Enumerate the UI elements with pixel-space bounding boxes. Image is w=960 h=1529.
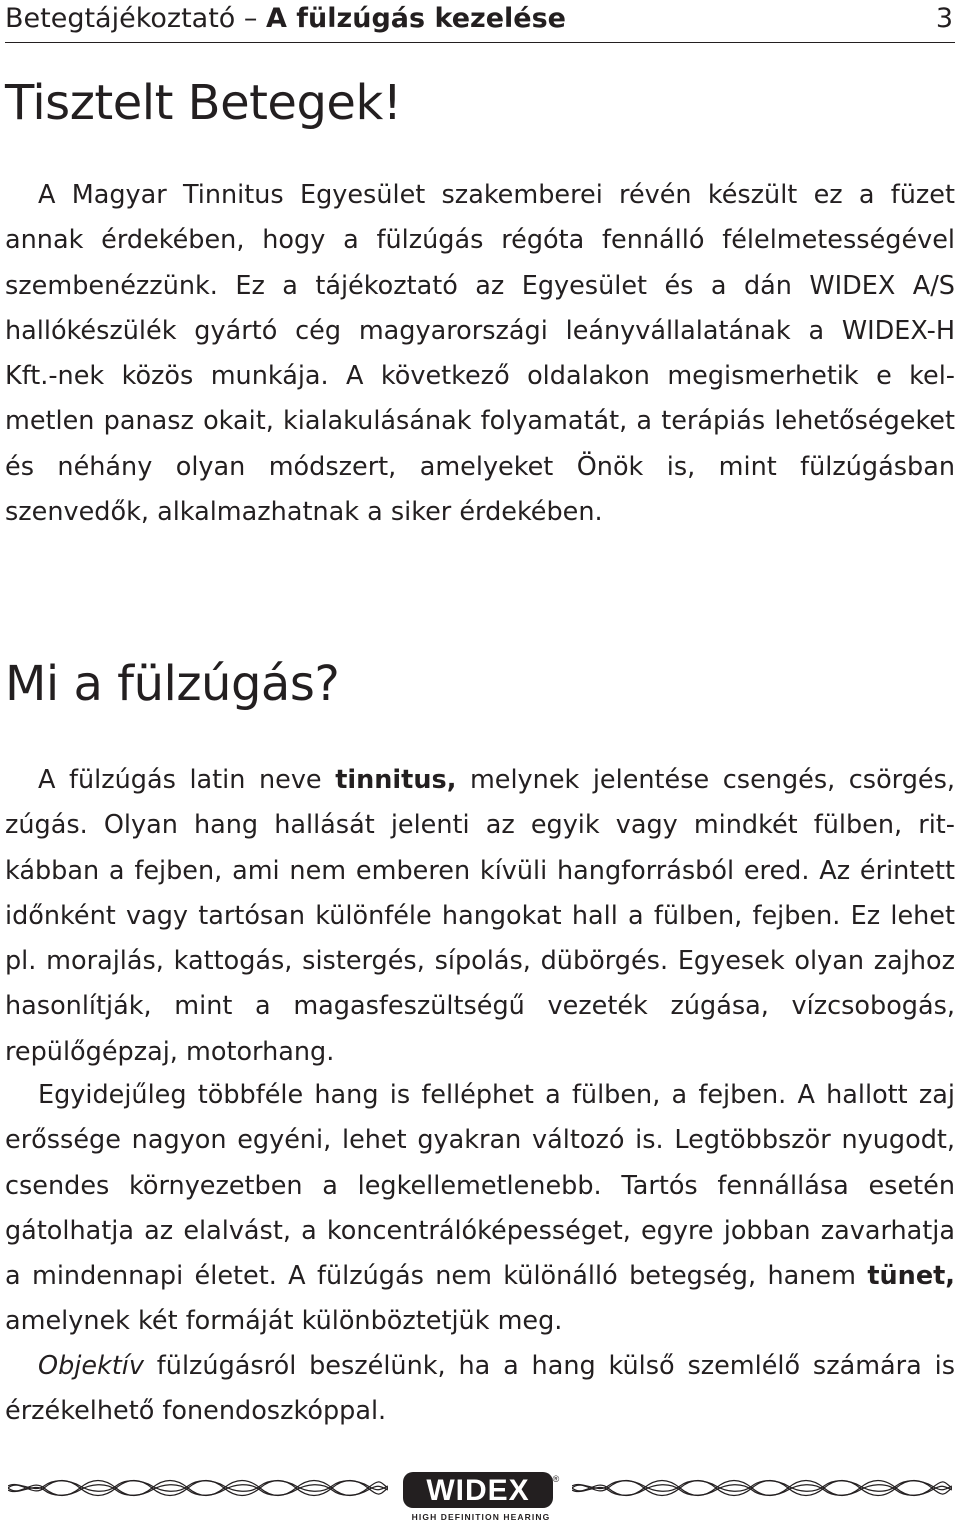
symptom-paragraph	[5, 1073, 955, 1345]
term-objektiv: Objektív	[38, 1351, 144, 1381]
page-footer	[0, 1462, 960, 1529]
definition-text-start: A fülzúgás latin neve	[38, 765, 336, 795]
page-header	[5, 0, 955, 43]
objective-paragraph	[5, 1344, 955, 1435]
symptom-text-start: Egyidejűleg többféle hang is felléphet a fülben, a fejben. A hallott zaj erőssége nagyon egyéni, lehet gyakran változó is. Legtöbbször nyugodt, csendes környezetben a legkellemetlenebb. Tartós fennállása esetén gátolhatja az elalvást, a koncentrálóképességet, egyre jobban zavarhatja a mindennapi életet. A fülzúgás nem különálló betegség, hanem	[5, 1080, 955, 1292]
section-heading-what-is-tinnitus: Mi a fülzúgás?	[5, 656, 340, 712]
widex-wordmark	[401, 1470, 561, 1510]
wave-ornament-icon	[572, 1478, 952, 1498]
symptom-text-end: amelynek két formáját különböztetjük meg.	[5, 1306, 563, 1337]
term-tunet: tünet,	[867, 1261, 955, 1292]
wave-ornament-icon	[8, 1478, 388, 1498]
registered-mark: ®	[552, 1474, 560, 1484]
document-title: A fülzúgás kezelése	[266, 3, 566, 34]
term-tinnitus: tinnitus,	[335, 765, 457, 795]
page-number: 3	[935, 3, 953, 34]
definition-text-end: melynek jelentése csengés, csörgés, zúgás. Olyan hang hallását jelenti az egyik vagy mindkét fülben, ritkábban a fejben, ami nem emberen kívüli hangforrásból ered. Az érintett időnként vagy tartósan különféle hangokat hall a fülben, fejben. Ez lehet pl. morajlás, kattogás, sistergés, sípolás, dübörgés. Egyesek olyan zajhoz hasonlítják, mint a magasfeszültségű vezeték zúgása, vízcsobogás, repülőgépzaj, motorhang.	[5, 765, 955, 1067]
document-type: Betegtájékoztató	[5, 3, 236, 34]
objective-text: fülzúgásról beszélünk, ha a hang külső szemlélő számára is érzékelhető fonendoszkóppal.	[5, 1351, 955, 1427]
logo-text: WIDEX	[426, 1474, 530, 1507]
greeting-paragraph: A Magyar Tinnitus Egyesület szakemberei révén készült ez a füzet annak érdekében, hogy a fülzúgás régóta fennálló félelmetességével szembenézzünk. Ez a tájékoztató az Egyesület és a dán WIDEX A/S hallókészülék gyártó cég magyarországi leányvállalatának a WIDEX-H Kft.-nek közös munkája. A következő oldalakon megismerhetik e kelmetlen panasz okait, kialakulásának folyamatát, a terápiás lehetőségeket és néhány olyan módszert, amelyeket Önök is, mint fülzúgásban szenvedők, alkalmazhatnak a siker érdekében.	[5, 180, 955, 528]
header-dash: –	[235, 3, 266, 34]
greeting-heading: Tisztelt Betegek!	[5, 75, 402, 131]
definition-paragraph	[5, 758, 955, 1075]
widex-logo	[396, 1470, 566, 1526]
logo-tagline: HIGH DEFINITION HEARING	[411, 1512, 551, 1522]
